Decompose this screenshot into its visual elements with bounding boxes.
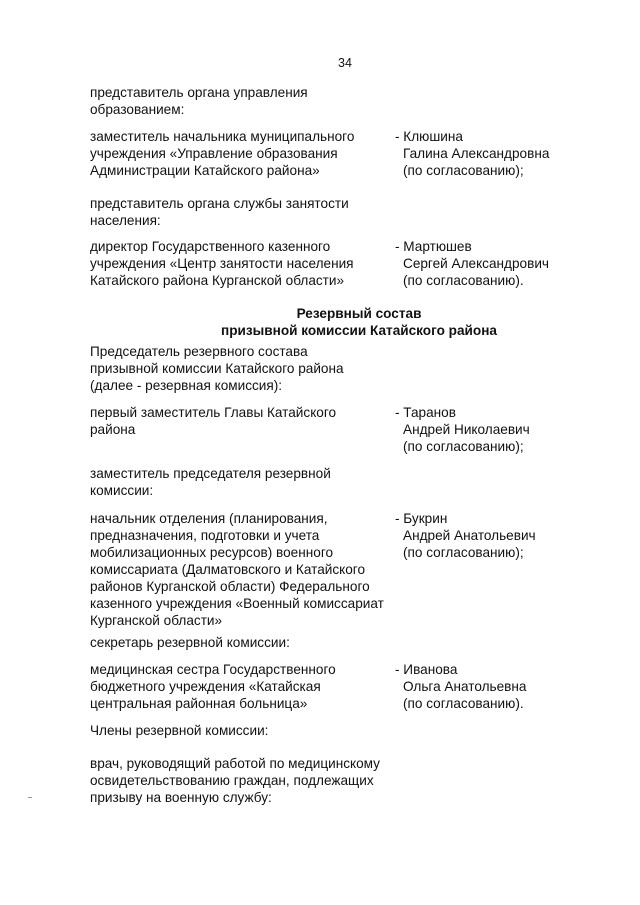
text-block: директор Государственного казенного учреждения «Центр занятости населения Катайского района Курганской области» bbox=[90, 239, 354, 288]
member-name: - Иванова Ольга Анатольевна (по согласованию). bbox=[395, 662, 527, 711]
member-name: - Таранов Андрей Николаевич (по согласованию); bbox=[395, 405, 530, 454]
text-block: заместитель начальника муниципального учреждения «Управление образования Администрации Катайского района» bbox=[90, 129, 355, 178]
text-block: представитель органа управления образованием: bbox=[90, 85, 308, 117]
text-block: заместитель председателя резервной комиссии: bbox=[90, 466, 331, 498]
scan-speck bbox=[28, 797, 32, 798]
page-number: 34 bbox=[338, 56, 352, 70]
text-block: Члены резервной комиссии: bbox=[90, 723, 269, 738]
text-block: Председатель резервного состава призывной комиссии Катайского района (далее - резервная комиссия): bbox=[90, 344, 344, 393]
text-block: секретарь резервной комиссии: bbox=[90, 635, 290, 650]
member-name: - Букрин Андрей Анатольевич (по согласованию); bbox=[395, 511, 536, 560]
text-block: начальник отделения (планирования, предназначения, подготовки и учета мобилизационных ресурсов) военного комиссариата (Далматовского и Катайского районов Курганской области) Федерального казенного учреждения «Военный комиссариат Курганской области» bbox=[90, 511, 384, 628]
member-name: - Мартюшев Сергей Александрович (по согласованию). bbox=[395, 239, 549, 288]
section-heading: Резервный состав призывной комиссии Катайского района bbox=[221, 306, 497, 338]
text-block: медицинская сестра Государственного бюджетного учреждения «Катайская центральная районная больница» bbox=[90, 662, 336, 711]
member-name: - Клюшина Галина Александровна (по согласованию); bbox=[395, 129, 550, 178]
text-block: представитель органа службы занятости населения: bbox=[90, 196, 349, 228]
text-block: врач, руководящий работой по медицинскому освидетельствованию граждан, подлежащих призыву на военную службу: bbox=[90, 756, 380, 805]
text-block: первый заместитель Главы Катайского района bbox=[90, 405, 337, 437]
